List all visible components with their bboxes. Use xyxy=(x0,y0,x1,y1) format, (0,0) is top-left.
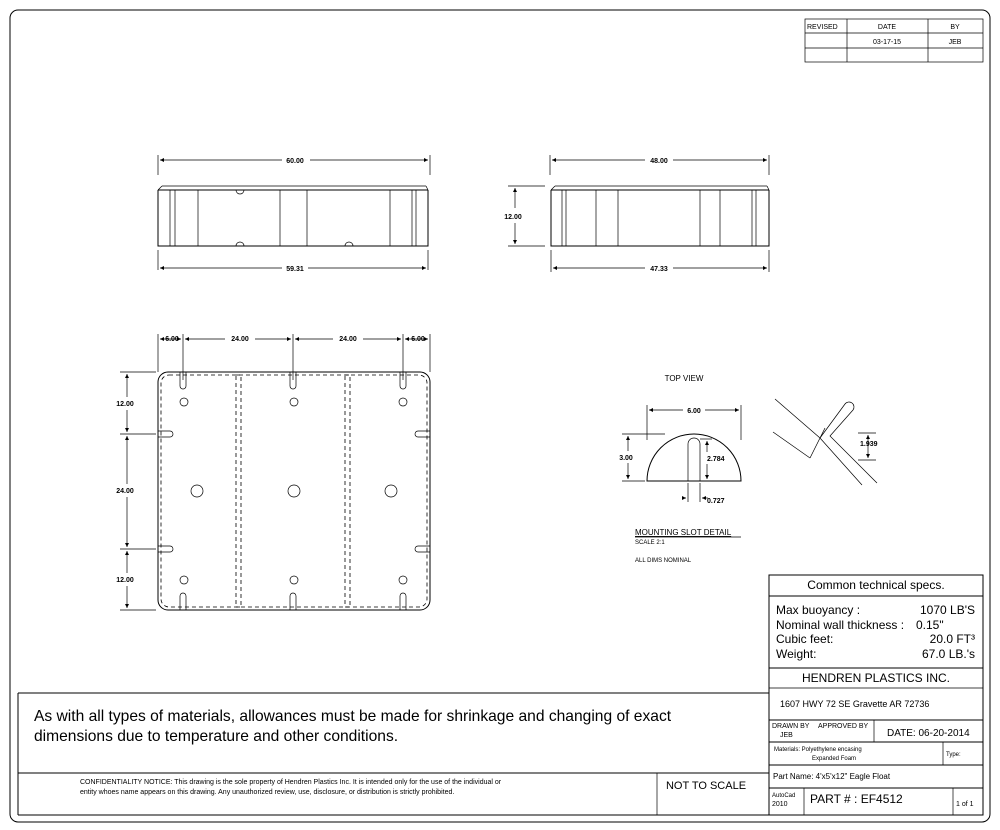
side-view xyxy=(158,155,430,273)
end-top-dim: 48.00 xyxy=(650,158,668,165)
spec-value-cubic-feet: 20.0 FT³ xyxy=(929,632,975,646)
slot-detail-scale: SCALE 2:1 xyxy=(635,540,665,546)
slot-width-small-dim: 0.727 xyxy=(707,498,725,505)
materials: Materials: Polyethylene encasing xyxy=(774,747,862,753)
end-height-dim: 12.00 xyxy=(504,214,522,221)
side-top-dim: 60.00 xyxy=(286,158,304,165)
cad-version: 2010 xyxy=(772,801,788,808)
spec-label-cubic-feet: Cubic feet: xyxy=(776,632,834,646)
drawn-by: JEB xyxy=(780,732,793,739)
top-dim-3: 24.00 xyxy=(339,336,357,343)
mounting-slot-detail xyxy=(619,374,877,564)
left-dim-2: 24.00 xyxy=(116,488,134,495)
slot-detail-title: MOUNTING SLOT DETAIL xyxy=(635,528,732,537)
sheet-number: 1 of 1 xyxy=(956,801,974,808)
approved-by-label: APPROVED BY xyxy=(818,723,869,730)
top-view xyxy=(116,334,430,610)
materials-2: Expanded Foam xyxy=(812,756,857,762)
left-dim-3: 12.00 xyxy=(116,577,134,584)
revision-block xyxy=(805,19,983,62)
slot-detail-note: ALL DIMS NOMINAL xyxy=(635,558,692,564)
cad-label: AutoCad xyxy=(772,793,796,799)
top-dim-2: 24.00 xyxy=(231,336,249,343)
revision-header-date: DATE xyxy=(877,24,897,31)
not-to-scale: NOT TO SCALE xyxy=(665,780,747,792)
spec-label-weight: Weight: xyxy=(776,647,817,661)
spec-label-buoyancy: Max buoyancy : xyxy=(776,603,861,617)
iso-dim: 1.939 xyxy=(860,441,878,448)
company-address: 1607 HWY 72 SE Gravette AR 72736 xyxy=(780,699,930,709)
spec-value-buoyancy: 1070 LB'S xyxy=(919,603,975,617)
part-name: Part Name: 4'x5'x12" Eagle Float xyxy=(773,772,891,781)
title-block xyxy=(769,575,983,815)
footer xyxy=(18,693,769,815)
drawn-by-label: DRAWN BY xyxy=(772,723,810,730)
confidentiality-line-2: entity whoes name appears on this drawing. Any unauthorized review, use, disclosure, or distribution is strictly prohibited. xyxy=(80,789,455,796)
revision-header-by: BY xyxy=(950,24,960,31)
shrinkage-note-line-1: As with all types of materials, allowances must be made for shrinkage and changing of exact xyxy=(34,708,672,725)
slot-depth-dim: 2.784 xyxy=(707,456,725,463)
top-view-label: TOP VIEW xyxy=(664,374,704,383)
revision-date: 03-17-15 xyxy=(872,39,902,46)
specs-title: Common technical specs. xyxy=(807,578,945,592)
top-dim-1: 6.00 xyxy=(165,336,179,343)
end-view xyxy=(504,155,769,273)
revision-header-revised: REVISED xyxy=(807,24,838,31)
spec-value-thickness: 0.15" xyxy=(916,618,944,632)
left-dim-1: 12.00 xyxy=(116,401,134,408)
slot-width-dim: 6.00 xyxy=(687,408,701,415)
side-bottom-dim: 59.31 xyxy=(286,266,304,273)
spec-value-weight: 67.0 LB.'s xyxy=(922,647,975,661)
company-name: HENDREN PLASTICS INC. xyxy=(801,671,951,685)
spec-label-thickness: Nominal wall thickness : xyxy=(776,618,905,632)
end-bottom-dim: 47.33 xyxy=(650,266,668,273)
type-label: Type: xyxy=(946,752,961,758)
shrinkage-note-line-2: dimensions due to temperature and other conditions. xyxy=(34,728,399,745)
revision-by: JEB xyxy=(948,39,962,46)
drawing-date: DATE: 06-20-2014 xyxy=(887,728,970,739)
top-dim-4: 6.00 xyxy=(411,336,425,343)
slot-height-dim: 3.00 xyxy=(619,455,633,462)
confidentiality-line-1: CONFIDENTIALITY NOTICE: This drawing is the sole property of Hendren Plastics Inc. It is intended only for the use of the individual or xyxy=(80,779,502,786)
part-number: PART # : EF4512 xyxy=(810,792,903,806)
